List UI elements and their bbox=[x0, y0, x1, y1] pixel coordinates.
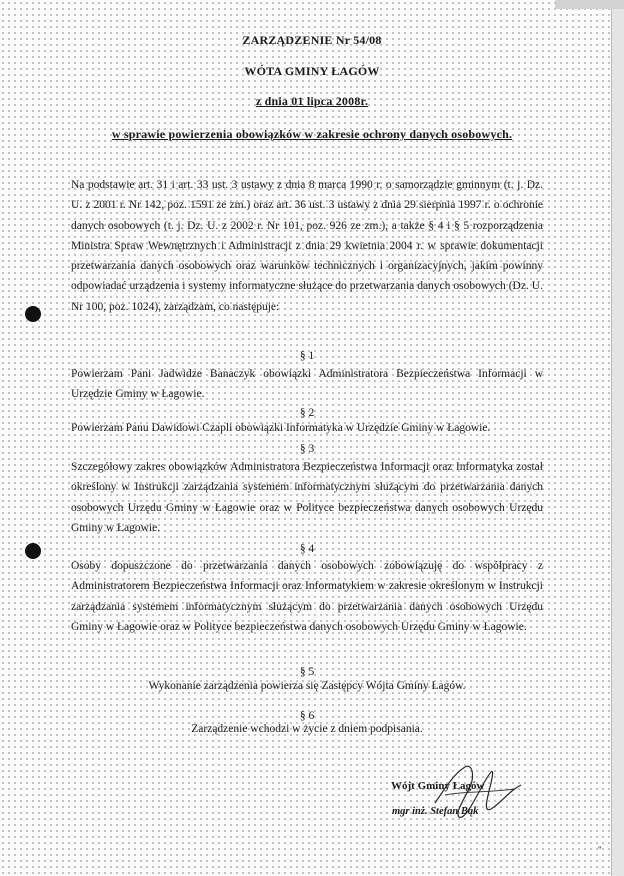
signature-title: Wójt Gminy Łagów bbox=[391, 780, 485, 792]
section-2-text: Powierzam Panu Dawidowi Czapli obowiązki Informatyka w Urzędzie Gminy w Łagowie. bbox=[71, 422, 491, 434]
signature-name: mgr inż. Stefan Bąk bbox=[392, 806, 479, 817]
ordinance-subject bbox=[0, 127, 624, 142]
ordinance-subject-text: w sprawie powierzenia obowiązków w zakresie ochrony danych osobowych. bbox=[111, 127, 513, 141]
ordinance-date bbox=[0, 94, 624, 109]
section-2-label: § 2 bbox=[299, 407, 315, 419]
section-5-label: § 5 bbox=[299, 666, 315, 678]
punch-hole-icon bbox=[25, 543, 41, 559]
section-4-label: § 4 bbox=[299, 543, 315, 555]
section-3-label: § 3 bbox=[299, 443, 315, 455]
corner-mark: " bbox=[598, 845, 602, 855]
section-1-label: § 1 bbox=[299, 350, 315, 362]
ordinance-number: ZARZĄDZENIE Nr 54/08 bbox=[242, 33, 382, 47]
section-5-text: Wykonanie zarządzenia powierza się Zastępcy Wójta Gminy Łagów. bbox=[148, 680, 466, 692]
punch-hole-icon bbox=[25, 306, 41, 322]
section-4-text: Osoby dopuszczone do przetwarzania danych osobowych zobowiązuję do współpracy z Administratorem Bezpieczeństwa Informacji oraz Informatykiem w zakresie określonym w Instrukcji zarządzania systemem informatycznym służącym do przetwarzania danych osobowych Urzędu Gminy w Łagowie oraz w Polityce bezpieczeństwa danych osobowych Urzędu Gminy w Łagowie. bbox=[71, 560, 543, 633]
ordinance-issuer: WÓTA GMINY ŁAGÓW bbox=[244, 64, 380, 78]
scan-edge-top bbox=[555, 0, 624, 9]
ordinance-date-text: z dnia 01 lipca 2008r. bbox=[255, 94, 369, 108]
section-3-text: Szczegółowy zakres obowiązków Administratora Bezpieczeństwa Informacji oraz Informatyka został określony w Instrukcji zarządzania systemem informatycznym służącym do przetwarzania danych osobowych Urzędu Gminy w Łagowie oraz w Polityce bezpieczeństwa danych osobowych Urzędu Gminy w Łagowie. bbox=[71, 461, 543, 534]
section-1-text: Powierzam Pani Jadwidze Banaczyk obowiązki Administratora Bezpieczeństwa Informacji w Urzędzie Gminy w Łagowie. bbox=[71, 368, 543, 401]
section-6-label: § 6 bbox=[299, 710, 315, 722]
section-6-text: Zarządzenie wchodzi w życie z dniem podpisania. bbox=[191, 723, 423, 735]
preamble-paragraph: Na podstawie art. 31 i art. 33 ust. 3 ustawy z dnia 8 marca 1990 r. o samorządzie gminnym (t. j. Dz. U. z 2001 r. Nr 142, poz. 1591 ze zm.) oraz art. 36 ust. 3 ustawy z dnia 29 sierpnia 1997 r. o ochronie danych osobowych (t. j. Dz. U. z 2002 r. Nr 101, poz. 926 ze zm.), a także § 4 i § 5 rozporządzenia Ministra Spraw Wewnętrznych i Administracji z dnia 29 kwietnia 2004 r. w sprawie dokumentacji przetwarzania danych osobowych oraz warunków technicznych i organizacyjnych, jakim powinny odpowiadać urządzenia i systemy informatyczne służące do przetwarzania danych osobowych (Dz. U. Nr 100, poz. 1024), zarządzam, co następuje: bbox=[71, 179, 543, 313]
